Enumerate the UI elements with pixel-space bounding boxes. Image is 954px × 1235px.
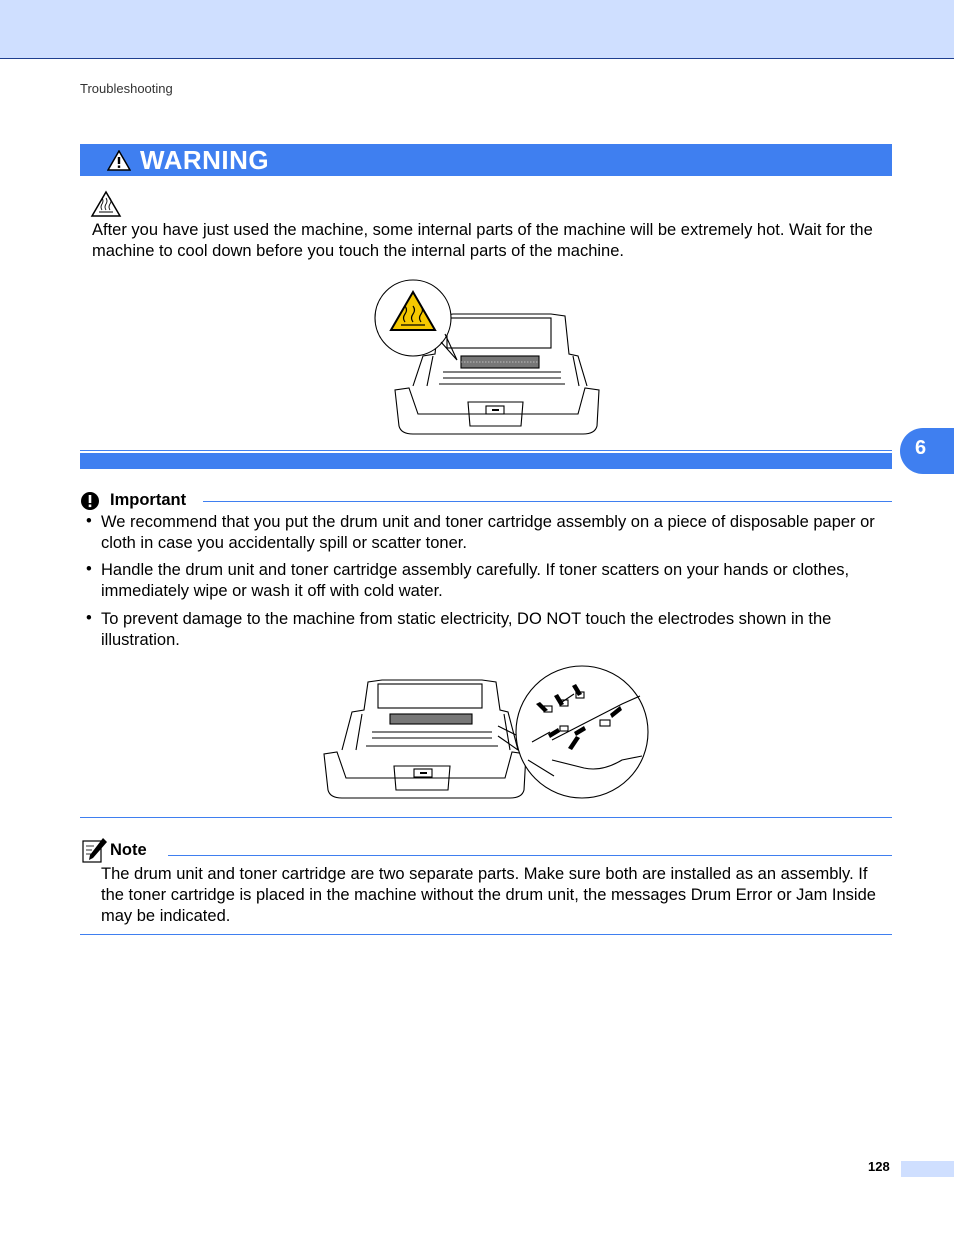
warning-triangle-icon [107,150,131,171]
electrodes-illustration [322,664,652,804]
note-top-rule [80,817,892,818]
warning-bottom-bar [80,453,892,469]
important-bullet-1: We recommend that you put the drum unit and toner cartridge assembly on a piece of disposable paper or cloth in case you accidentally spill or scatter toner. [101,513,875,552]
warning-text: After you have just used the machine, some internal parts of the machine will be extremely hot. Wait for the machine to cool down before you touch the internal parts of the machine. [92,221,873,260]
note-rule [168,855,892,856]
note-text: The drum unit and toner cartridge are two separate parts. Make sure both are installed as an assembly. If the toner cartridge is placed in the machine without the drum unit, the messages Drum Error or Jam Inside may be indicated. [101,865,876,925]
important-bullet-2: Handle the drum unit and toner cartridge assembly carefully. If toner scatters on your hands or clothes, immediately wipe or wash it off with cold water. [101,561,850,600]
warning-title: WARNING [140,145,270,175]
note-title: Note [110,841,147,859]
important-rule [203,501,892,502]
header-band [0,0,954,59]
important-bullet-3: To prevent damage to the machine from static electricity, DO NOT touch the electrodes shown in the illustration. [101,610,832,649]
bullet-marker: • [86,512,92,530]
page-tab [901,1161,954,1177]
breadcrumb: Troubleshooting [80,81,173,96]
important-exclamation-icon [80,491,100,511]
note-pencil-icon [80,836,108,864]
page-number: 128 [868,1159,890,1174]
bullet-marker: • [86,560,92,578]
note-bottom-rule [80,934,892,935]
warning-bottom-rule [80,450,892,451]
chapter-tab [900,428,954,474]
warning-bar [80,144,892,176]
chapter-number: 6 [915,437,927,459]
important-title: Important [110,491,187,509]
printer-hot-illustration [373,276,603,440]
hot-surface-icon [90,190,122,218]
bullet-marker: • [86,609,92,627]
